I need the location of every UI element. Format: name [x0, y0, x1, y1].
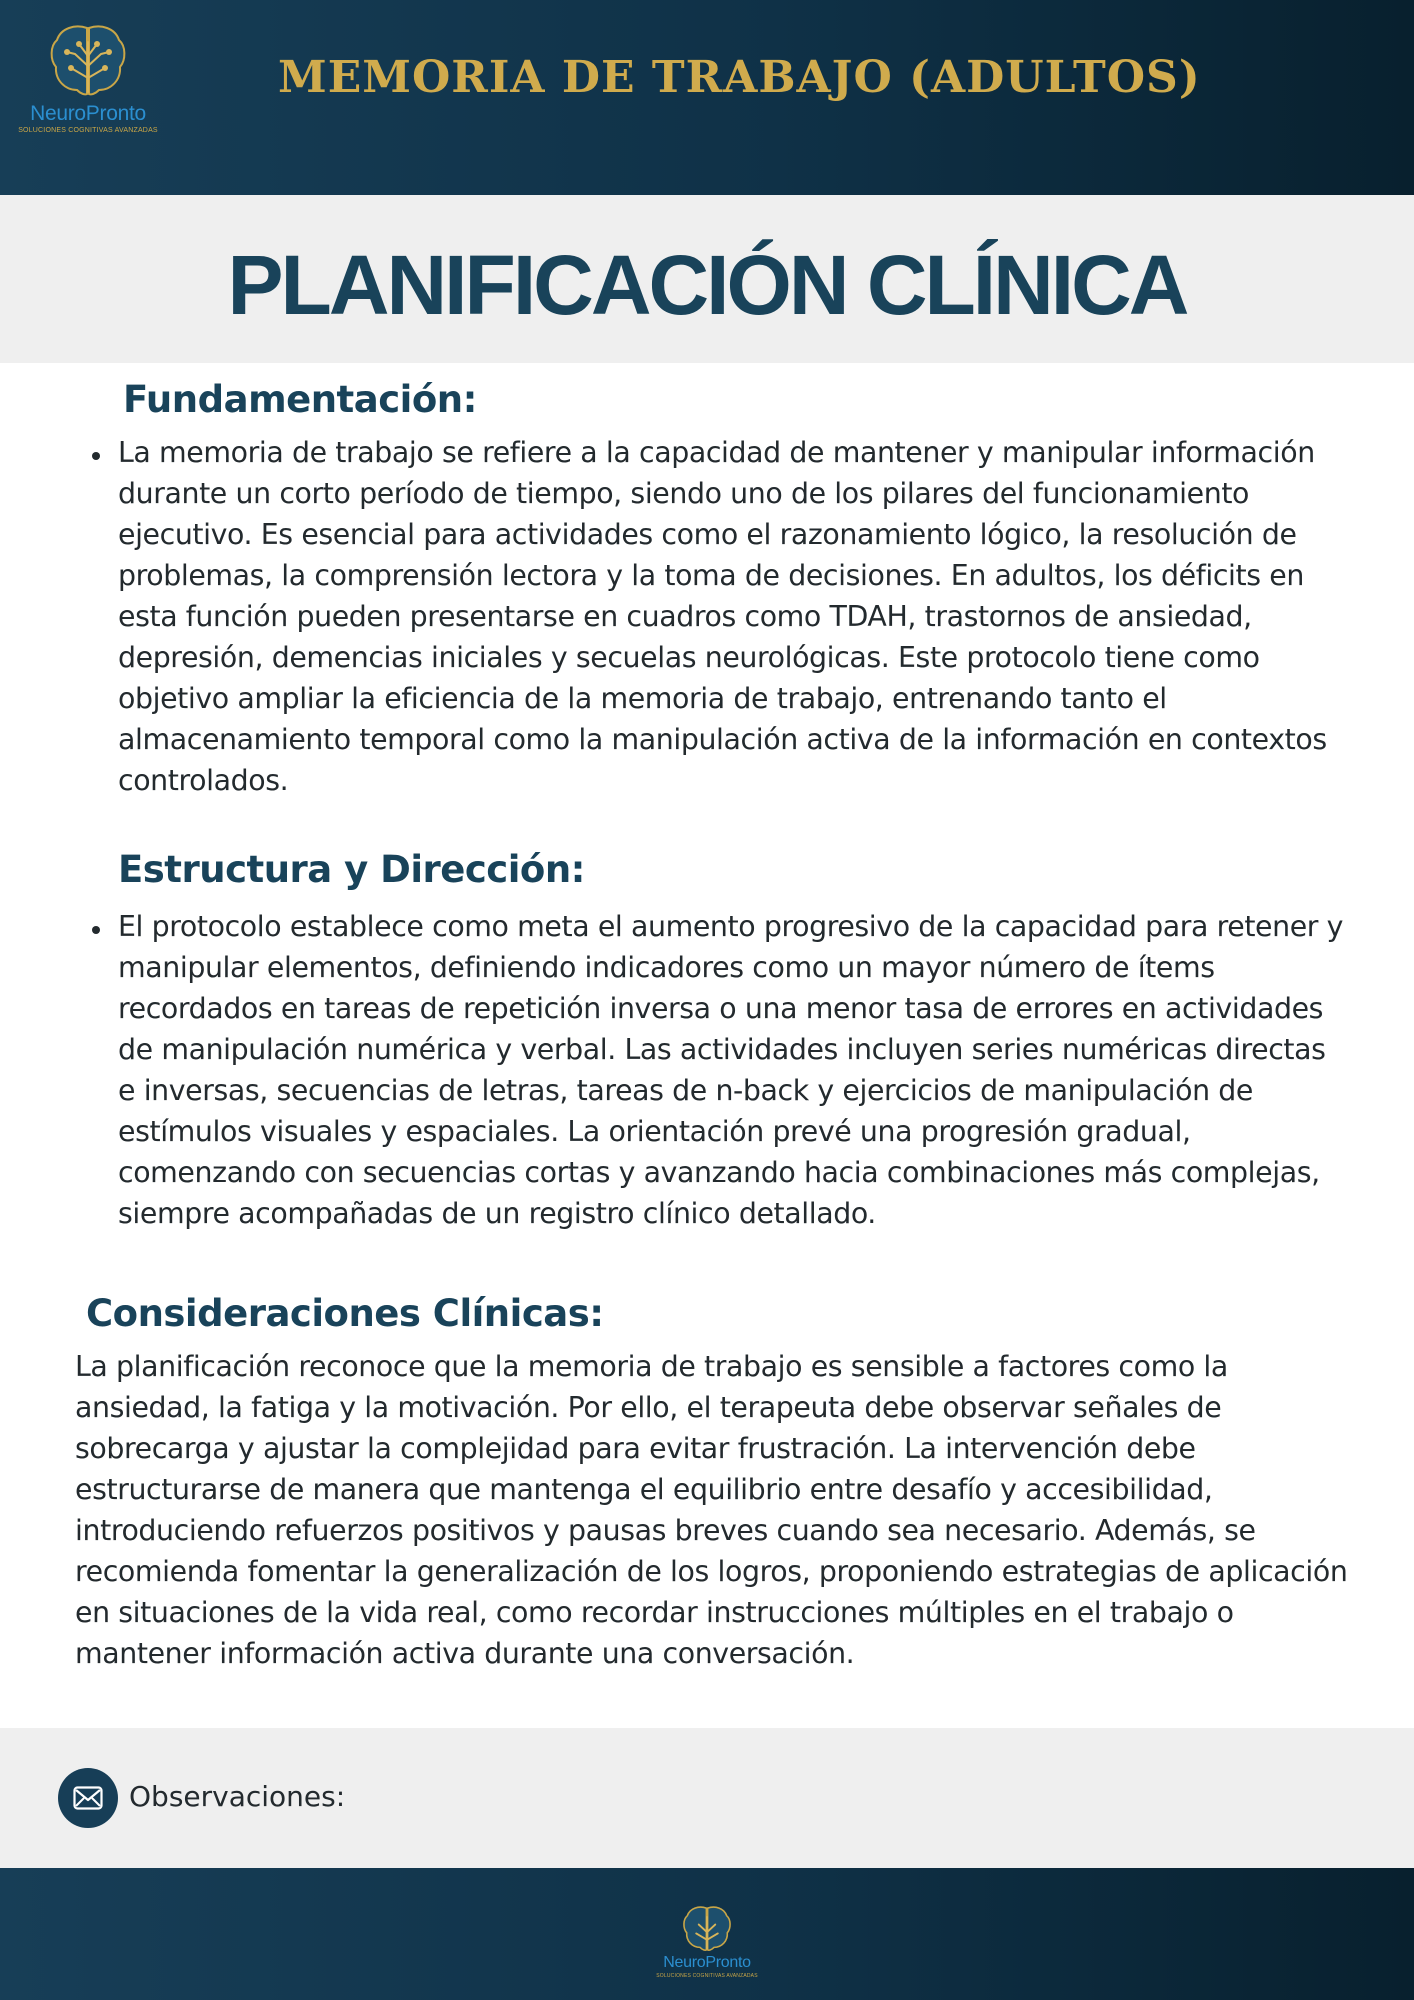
brand-tagline: SOLUCIONES COGNITIVAS AVANZADAS — [18, 127, 158, 134]
section-text-consideraciones: La planificación reconoce que la memoria de trabajo es sensible a factores como la ansiedad, la fatiga y la motivación. Por ello, el terapeuta debe observar señales de sobrecarga y ajustar la complejidad para evitar frustración. La intervención debe estructurarse de manera que mantenga el equilibrio entre desafío y accesibilidad, introduciendo refuerzos positivos y pausas breves cuando sea necesario. Además, se recomienda fomentar la generalización de los logros, proponiendo estrategias de aplicación en situaciones de la vida real, como recordar instrucciones múltiples en el trabajo o mantener información activa durante una conversación. — [75, 1350, 1348, 1670]
header-banner — [0, 0, 1414, 195]
brand-name: NeuroPronto — [30, 102, 146, 125]
title-band — [0, 195, 1414, 363]
envelope-icon[interactable] — [58, 1768, 118, 1828]
footer-brain-tree-icon — [681, 1904, 733, 1954]
observaciones-band — [0, 1728, 1414, 1868]
section-text-estructura: El protocolo establece como meta el aumento progresivo de la capacidad para retener y manipular elementos, definiendo indicadores como un mayor número de ítems recordados en tareas de repetición inversa o una menor tasa de errores en actividades de manipulación numérica y verbal. Las actividades incluyen series numéricas directas e inversas, secuencias de letras, tareas de n-back y ejercicios de manipulación de estímulos visuales y espaciales. La orientación prevé una progresión gradual, comenzando con secuencias cortas y avanzando hacia combinaciones más complejas, siempre acompañadas de un registro clínico detallado. — [118, 910, 1344, 1230]
page-title: PLANIFICACIÓN CLÍNICA — [227, 238, 1187, 332]
bullet-fundamentacion — [92, 452, 100, 460]
brain-tree-icon — [47, 22, 129, 100]
header-title: MEMORIA DE TRABAJO (ADULTOS) — [278, 52, 1201, 103]
footer-brand-tagline: SOLUCIONES COGNITIVAS AVANZADAS — [656, 1973, 758, 1979]
bullet-estructura — [92, 926, 100, 934]
observaciones-label: Observaciones: — [129, 1780, 346, 1813]
envelope-glyph — [73, 1786, 103, 1810]
section-text-fundamentacion: La memoria de trabajo se refiere a la capacidad de mantener y manipular información durante un corto período de tiempo, siendo uno de los pilares del funcionamiento ejecutivo. Es esencial para actividades como el razonamiento lógico, la resolución de problemas, la comprensión lectora y la toma de decisiones. En adultos, los déficits en esta función pueden presentarse en cuadros como TDAH, trastornos de ansiedad, depresión, demencias iniciales y secuelas neurológicas. Este protocolo tiene como objetivo ampliar la eficiencia de la memoria de trabajo, entrenando tanto el almacenamiento temporal como la manipulación activa de la información en contextos controlados. — [118, 436, 1327, 797]
footer-banner — [0, 1868, 1414, 2000]
section-heading-consideraciones: Consideraciones Clínicas: — [86, 1292, 604, 1335]
brand-logo[interactable] — [8, 22, 168, 142]
section-heading-fundamentacion: Fundamentación: — [123, 378, 477, 421]
footer-logo[interactable] — [632, 1904, 782, 1979]
section-heading-estructura: Estructura y Dirección: — [118, 848, 585, 891]
footer-brand-name: NeuroPronto — [663, 1954, 751, 1971]
